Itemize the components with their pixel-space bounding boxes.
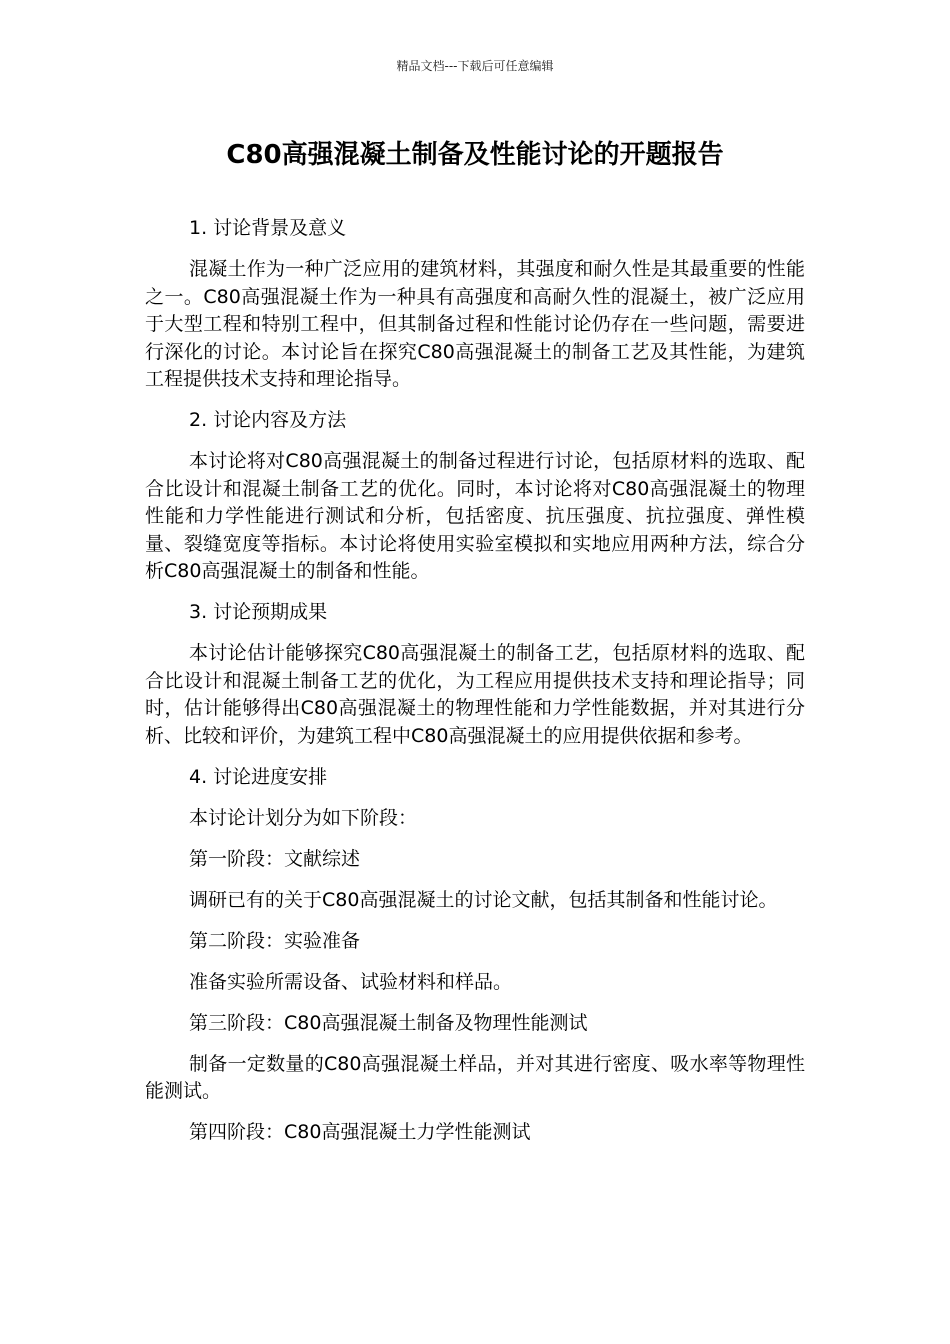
section-heading-schedule: 4. 讨论进度安排 [189,765,328,788]
header-note: 精品文档---下载后可任意编辑 [396,59,554,73]
paragraph-background: 混凝土作为一种广泛应用的建筑材料，其强度和耐久性是其最重要的性能之一。C80高强混凝土作为一种具有高强度和高耐久性的混凝土，被广泛应用于大型工程和特别工程中，但其制备过程和性能讨论仍存在一些问题，需要进行深化的讨论。本讨论旨在探究C80高强混凝土的制备工艺及其性能，为建筑工程提供技术支持和理论指导。 [145,258,805,390]
document-body [145,215,805,1160]
section-heading-background: 1. 讨论背景及意义 [189,217,347,239]
paragraph-schedule-intro: 本讨论计划分为如下阶段： [189,806,418,829]
section-heading-content-methods: 2. 讨论内容及方法 [189,409,347,431]
paragraph-expected-results: 本讨论估计能够探究C80高强混凝土的制备工艺，包括原材料的选取、配合比设计和混凝土制备工艺的优化，为工程应用提供技术支持和理论指导；同时，估计能够得出C80高强混凝土的物理性能和力学性能数据，并对其进行分析、比较和评价，为建筑工程中C80高强混凝土的应用提供依据和参考。 [145,642,805,747]
stage-2-title: 第二阶段：实验准备 [189,929,361,952]
stage-1-description: 调研已有的关于C80高强混凝土的讨论文献，包括其制备和性能讨论。 [189,888,778,911]
document-title: C80高强混凝土制备及性能讨论的开题报告 [226,140,724,170]
stage-3-title: 第三阶段：C80高强混凝土制备及物理性能测试 [189,1011,588,1034]
paragraph-content-methods: 本讨论将对C80高强混凝土的制备过程进行讨论，包括原材料的选取、配合比设计和混凝土制备工艺的优化。同时，本讨论将对C80高强混凝土的物理性能和力学性能进行测试和分析，包括密度、抗压强度、抗拉强度、弹性模量、裂缝宽度等指标。本讨论将使用实验室模拟和实地应用两种方法，综合分析C80高强混凝土的制备和性能。 [145,450,805,582]
section-heading-expected-results: 3. 讨论预期成果 [189,601,328,623]
stage-2-description: 准备实验所需设备、试验材料和样品。 [189,970,513,993]
stage-4-title: 第四阶段：C80高强混凝土力学性能测试 [189,1121,531,1143]
stage-3-description: 制备一定数量的C80高强混凝土样品，并对其进行密度、吸水率等物理性能测试。 [145,1052,805,1102]
stage-1-title: 第一阶段：文献综述 [189,847,361,870]
